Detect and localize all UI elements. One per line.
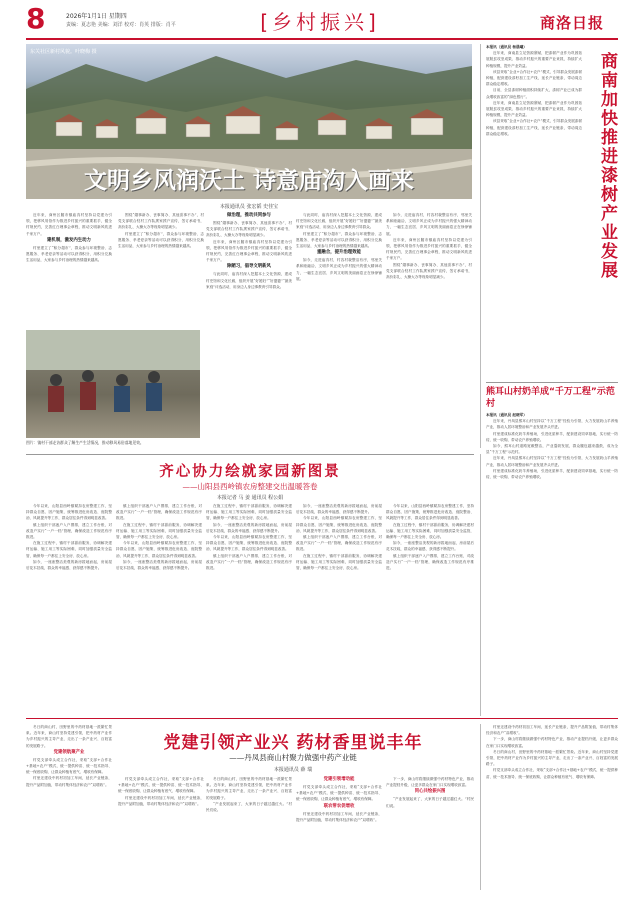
- article2-paragraph: 如今，一座座整洁美观的新房拔地而起，房前屋后花木扶疏，群众的幸福感、获得感不断提升。: [26, 559, 112, 571]
- article1-paragraph: 村里建立了“积分超市”，群众参与环境整治、志愿服务、孝老爱亲等活动可以获得积分，用积分兑换生活用品，大家参与乡村治理的热情越来越高。: [296, 231, 382, 249]
- article2-paragraph: 在施工过程中，镇村干部靠前服务，协调解决建材运输、施工用工等实际困难，同时加强质量安全监管，确保每一户都住上安全房、放心房。: [26, 541, 112, 558]
- article3-col6-text: [486, 724, 618, 890]
- article2-paragraph: 在施工过程中，镇村干部靠前服务，协调解决建材运输、施工用工等实际困难，同时加强质量安全监管，确保每一户都住上安全房、放心房。: [386, 522, 474, 540]
- article1-paragraph: 围绕“婚事新办、丧事简办、其他喜事不办”，村党支部联合驻村工作队挨家挨户宣传，签订承诺书，高价彩礼、大操大办等现象明显减少。: [386, 262, 472, 280]
- article1-byline: 本报通讯员 张宏韬 史佳宝: [219, 204, 279, 210]
- sidebar2-paragraph: 近年来，丹凤县熊耳山村坚持以“千万工程”经验为引领，大力发展奶山羊养殖产业，推动人居环境整治和产业发展齐头并进。: [486, 419, 618, 430]
- article1-paragraph: 近年来，商州区腰市镇庙沟村坚持以党建为引领，把移风易俗作为推进乡村振兴的重要抓手，健全村规民约，完善红白理事会章程，推动文明新风吹进千家万户。: [206, 239, 292, 263]
- article1-col3-text: [206, 212, 292, 448]
- sidebar-paragraph: 该县采取“企业+合作社+农户”模式，引导群众发展漆树种植，配套建设漆籽加工生产线，延长产业链条，带动周边群众稳定增收。: [486, 69, 582, 87]
- article1-paragraph: 如今，走进庙沟村，村容村貌整洁有序，邻里关系和睦融洽，文明乡风正成为乡村振兴的强大精神动力，一幅生态宜居、乡风文明的美丽画卷正在徐徐铺展。: [296, 258, 382, 281]
- sidebar2-byline: 本报讯（通讯员 赵晓军）: [486, 413, 527, 417]
- article2-paragraph: 今年以来，山阳县西岭镇紧扣农房整建工作，坚持群众自愿、因户施策，统筹推进危房改造、庭院整治、风貌提升等工作，群众居住条件得到明显改善。: [26, 504, 112, 521]
- article1-col2-text: [118, 212, 204, 326]
- article1-subhead: 建机制，激发内生动力: [47, 237, 91, 243]
- article2-paragraph: 在施工过程中，镇村干部靠前服务，协调解决建材运输、施工用工等实际困难，同时加强质量安全监管，确保每一户都住上安全房、放心房。: [206, 504, 292, 521]
- article1-paragraph: 与此同时，庙沟村深入挖掘本土文化资源，建成村史馆和文化长廊，组织开展“好媳妇”“好婆婆”“最美家庭”评选活动，用身边人身边事教育引导群众。: [206, 272, 292, 289]
- article1-photo2: [26, 330, 200, 438]
- staff-line: 责编：夏志艳 美编：刘洋 校对：肖英 排版：肖平: [66, 22, 176, 28]
- article1-subhead: 重融合，提升治理效能: [317, 250, 361, 256]
- article1-paragraph: 近年来，商州区腰市镇庙沟村坚持以党建为引领，把移风易俗作为推进乡村振兴的重要抓手，健全村规民约，完善红白理事会章程，推动文明新风吹进千家万户。: [386, 237, 472, 261]
- article2-paragraph: 今年以来，山阳县西岭镇紧扣农房整建工作，坚持群众自愿、因户施策，统筹推进危房改造、庭院整治、风貌提升等工作，群众居住条件得到明显改善。: [116, 541, 202, 558]
- article3-paragraph: 下一步，商山村将继续做强中药材特色产业，推动产业提档升级，让更多群众在家门口实现增收致富。: [486, 737, 618, 748]
- article2-paragraph: 镇上组织干部逐户入户摸排，建立工作台账，对改造户实行“一户一档”管理，确保改造工作规范有序推进。: [26, 522, 112, 540]
- article3-paragraph: 冬日的商山村，田野里的中药材基地一派繁忙景象。近年来，商山村坚持党建引领，把中药材产业作为乡村振兴的主导产业，走出了一条产业兴、百姓富的发展路子。: [486, 749, 618, 767]
- column-divider: [480, 724, 481, 890]
- article1-paragraph: 与此同时，庙沟村深入挖掘本土文化资源，建成村史馆和文化长廊，组织开展“好媳妇”“好婆婆”“最美家庭”评选活动，用身边人身边事教育引导群众。: [296, 213, 382, 230]
- article2-paragraph: 镇上组织干部逐户入户摸排，建立工作台账，对改造户实行“一户一档”管理，确保改造工作规范有序推进。: [386, 553, 474, 571]
- article2-col5-text: [386, 503, 474, 711]
- sidebar2-paragraph: 近年来，丹凤县熊耳山村坚持以“千万工程”经验为引领，大力发展奶山羊养殖产业，推动人居环境整治和产业发展齐头并进。: [486, 456, 618, 467]
- sidebar2-paragraph: 如今，熊耳山村道路宽敞整洁，产业蓬勃发展，群众腰包越来越鼓，成为全县“千万工程”示范村。: [486, 444, 618, 455]
- article1-headline: 文明乡风润沃土 诗意庙沟入画来: [83, 168, 414, 194]
- article3-col5-text: [386, 776, 474, 890]
- article2-top-rule: [26, 454, 474, 455]
- article1-col4-text: [296, 212, 382, 448]
- article1-paragraph: 如今，走进庙沟村，村容村貌整洁有序，邻里关系和睦融洽，文明乡风正成为乡村振兴的强大精神动力，一幅生态宜居、乡风文明的美丽画卷正在徐徐铺展。: [386, 213, 472, 236]
- article2-paragraph: 如今，一座座整洁美观的新房拔地而起，房前屋后花木扶疏，群众的幸福感、获得感不断提升。: [296, 504, 382, 515]
- article1-paragraph: 围绕“婚事新办、丧事简办、其他喜事不办”，村党支部联合驻村工作队挨家挨户宣传，签订承诺书，高价彩礼、大操大办等现象明显减少。: [206, 221, 292, 238]
- article2-paragraph: 如今，一座座整洁美观的新房拔地而起，房前屋后花木扶疏，群众的幸福感、获得感不断提升。: [116, 559, 202, 571]
- article3-paragraph: 下一步，商山村将继续做强中药材特色产业，推动产业提档升级，让更多群众在家门口实现增收致富。: [386, 777, 474, 788]
- article3-paragraph: 村党支部牵头成立合作社，采取“支部+合作社+基地+农户”模式，统一提供种苗、统一技术指导、统一保底收购，让群众种植有底气、增收有保障。: [26, 757, 112, 775]
- sidebar-paragraph: 近年来，商南县立足资源禀赋，把漆树产业作为巩固拓展脱贫攻坚成果、推动乡村振兴的重要产业来抓，持续扩大种植规模，提升产业效益。: [486, 100, 582, 118]
- article2-paragraph: 如今，一座座整洁美观的新房拔地而起，房前屋后花木扶疏，群众的幸福感、获得感不断提升。: [386, 541, 474, 552]
- sidebar-divider: [486, 382, 618, 383]
- article3-col1-text: [26, 724, 112, 890]
- article2-col2-text: [116, 503, 202, 711]
- article3-paragraph: “产业发展起来了，大家的日子越过越红火。”村民们说。: [206, 801, 292, 813]
- article3-paragraph: 村里还建设中药材初加工车间，延长产业链条，提升产品附加值，带动村集体经济和农户“双增收”。: [26, 776, 112, 787]
- article2-paragraph: 如今，一座座整洁美观的新房拔地而起，房前屋后花木扶疏，群众的幸福感、获得感不断提升。: [206, 522, 292, 533]
- article2-paragraph: 镇上组织干部逐户入户摸排，建立工作台账，对改造户实行“一户一档”管理，确保改造工作规范有序推进。: [296, 535, 382, 552]
- photo-caption-top: 东关社区新村风貌。叶晓梅 摄: [30, 49, 97, 55]
- article1-subhead: 除陋习，倡导文明新风: [227, 264, 271, 270]
- sidebar-vertical-title: 商南加快推进漆树产业发展: [597, 52, 617, 280]
- section-title: [乡村振兴]: [260, 10, 380, 34]
- masthead-rule: [26, 38, 618, 40]
- sidebar2-text: [486, 412, 618, 716]
- sidebar-text: [486, 44, 582, 380]
- article1-col5-text: [386, 212, 472, 448]
- article3-headline: 党建引领产业兴 药材香里说丰年: [163, 733, 423, 753]
- article1-paragraph: 村里建立了“积分超市”，群众参与环境整治、志愿服务、孝老爱亲等活动可以获得积分，用积分兑换生活用品，大家参与乡村治理的热情越来越高。: [26, 245, 112, 263]
- article1-col1-text: [26, 212, 112, 326]
- sidebar-paragraph: 该县采取“企业+合作社+农户”模式，引导群众发展漆树种植，配套建设漆籽加工生产线，延长产业链条，带动周边群众稳定增收。: [486, 119, 582, 136]
- article3-subhead: 党建引领增动能: [323, 777, 355, 782]
- article3-subtitle: ——丹凤县商山村聚力做强中药产业链: [229, 753, 357, 762]
- article2-paragraph: 镇上组织干部逐户入户摸排，建立工作台账，对改造户实行“一户一档”管理，确保改造工作规范有序推进。: [116, 504, 202, 521]
- column-divider: [480, 44, 481, 448]
- article3-top-rule: [26, 718, 618, 719]
- article2-paragraph: 在施工过程中，镇村干部靠前服务，协调解决建材运输、施工用工等实际困难，同时加强质量安全监管，确保每一户都住上安全房、放心房。: [116, 522, 202, 540]
- article1-paragraph: 近年来，商州区腰市镇庙沟村坚持以党建为引领，把移风易俗作为推进乡村振兴的重要抓手，健全村规民约，完善红白理事会章程，推动文明新风吹进千家万户。: [26, 213, 112, 236]
- sidebar2-paragraph: 村里建成标准化奶羊养殖场，引进优质种羊，配套建设饲草基地，实行统一防疫、统一收购，带动农户养殖增收。: [486, 468, 618, 480]
- sidebar2-headline: 熊耳山村奶羊成“千万工程”示范村: [486, 387, 615, 409]
- article1-paragraph: 村里建立了“积分超市”，群众参与环境整治、志愿服务、孝老爱亲等活动可以获得积分，用积分兑换生活用品，大家参与乡村治理的热情越来越高。: [118, 231, 204, 249]
- article3-byline: 本报通讯员 薛 瑞: [273, 767, 313, 773]
- villagers-meeting-illustration: [26, 330, 200, 438]
- article2-paragraph: 今年以来，山阳县西岭镇紧扣农房整建工作，坚持群众自愿、因户施策，统筹推进危房改造、庭院整治、风貌提升等工作，群众居住条件得到明显改善。: [206, 535, 292, 552]
- article2-paragraph: 镇上组织干部逐户入户摸排，建立工作台账，对改造户实行“一户一档”管理，确保改造工作规范有序推进。: [206, 553, 292, 571]
- sidebar-paragraph: 近年来，商南县立足资源禀赋，把漆树产业作为巩固拓展脱贫攻坚成果、推动乡村振兴的重要产业来抓，持续扩大种植规模，提升产业效益。: [486, 51, 582, 68]
- article3-paragraph: 村党支部牵头成立合作社，采取“支部+合作社+基地+农户”模式，统一提供种苗、统一技术指导、统一保底收购，让群众种植有底气、增收有保障。: [296, 785, 382, 802]
- article3-paragraph: 村党支部牵头成立合作社，采取“支部+合作社+基地+农户”模式，统一提供种苗、统一技术指导、统一保底收购，让群众种植有底气、增收有保障。: [118, 777, 204, 794]
- article3-paragraph: 冬日的商山村，田野里的中药材基地一派繁忙景象。近年来，商山村坚持党建引领，把中药材产业作为乡村振兴的主导产业，走出了一条产业兴、百姓富的发展路子。: [26, 725, 112, 748]
- article3-subhead: 联农带农促增收: [323, 803, 355, 809]
- date-line: 2026年1月1日 星期四: [66, 13, 127, 20]
- article2-paragraph: 今年以来，山阳县西岭镇紧扣农房整建工作，坚持群众自愿、因户施策，统筹推进危房改造、庭院整治、风貌提升等工作，群众居住条件得到明显改善。: [386, 504, 474, 521]
- article3-paragraph: 村里还建设中药材初加工车间，延长产业链条，提升产品附加值，带动村集体经济和农户“双增收”。: [118, 795, 204, 806]
- newspaper-name: 商洛日报: [540, 14, 605, 32]
- article2-paragraph: 今年以来，山阳县西岭镇紧扣农房整建工作，坚持群众自愿、因户施策，统筹推进危房改造、庭院整治、风貌提升等工作，群众居住条件得到明显改善。: [296, 516, 382, 533]
- page-number: 8: [26, 2, 46, 35]
- article3-subhead: 党建领航聚产业: [53, 749, 85, 755]
- article3-subhead: 同心共绘振兴图: [414, 789, 446, 795]
- article1-photo: [26, 44, 472, 199]
- article3-col2-text: [118, 776, 204, 890]
- article1-paragraph: 围绕“婚事新办、丧事简办、其他喜事不办”，村党支部联合驻村工作队挨家挨户宣传，签订承诺书，高价彩礼、大操大办等现象明显减少。: [118, 213, 204, 230]
- article3-paragraph: “产业发展起来了，大家的日子越过越红火。”村民们说。: [386, 797, 474, 808]
- article3-paragraph: 村里还建设中药材初加工车间，延长产业链条，提升产品附加值，带动村集体经济和农户“双增收”。: [296, 811, 382, 822]
- article2-col4-text: [296, 503, 382, 711]
- article3-paragraph: 村里还建设中药材初加工车间，延长产业链条，提升产品附加值，带动村集体经济和农户“双增收”。: [486, 725, 618, 736]
- masthead: [0, 0, 638, 40]
- article3-paragraph: 村党支部牵头成立合作社，采取“支部+合作社+基地+农户”模式，统一提供种苗、统一技术指导、统一保底收购，让群众种植有底气、增收有保障。: [486, 768, 618, 779]
- article2-byline: 本报记者 马 姜 通讯员 程公娟: [216, 495, 284, 501]
- article3-col4-text: [296, 776, 382, 890]
- article3-paragraph: 冬日的商山村，田野里的中药材基地一派繁忙景象。近年来，商山村坚持党建引领，把中药材产业作为乡村振兴的主导产业，走出了一条产业兴、百姓富的发展路子。: [206, 777, 292, 800]
- article1-photo2-caption: 图片：镇村干部走访群众了解生产生活情况，推动移风易俗落地见效。: [26, 440, 144, 445]
- article1-subhead: 做治理，推动共同参与: [227, 213, 271, 218]
- sidebar-header: 本报讯（通讯员 杨晨曦）: [486, 45, 527, 49]
- column-divider: [480, 454, 481, 716]
- article2-subtitle: ——山阳县西岭镇农房整建交出温暖答卷: [182, 482, 318, 491]
- sidebar-paragraph: 目前，全县漆树种植面积持续扩大，漆树产业已成为群众增收致富的“绿色银行”。: [486, 88, 582, 99]
- article3-col3-text: [206, 776, 292, 890]
- article2-paragraph: 在施工过程中，镇村干部靠前服务，协调解决建材运输、施工用工等实际困难，同时加强质量安全监管，确保每一户都住上安全房、放心房。: [296, 553, 382, 571]
- article2-headline: 齐心协力绘就家园新图景: [159, 464, 341, 480]
- article2-col1-text: [26, 503, 112, 711]
- article2-col3-text: [206, 503, 292, 711]
- sidebar2-paragraph: 村里建成标准化奶羊养殖场，引进优质种羊，配套建设饲草基地，实行统一防疫、统一收购，带动农户养殖增收。: [486, 431, 618, 442]
